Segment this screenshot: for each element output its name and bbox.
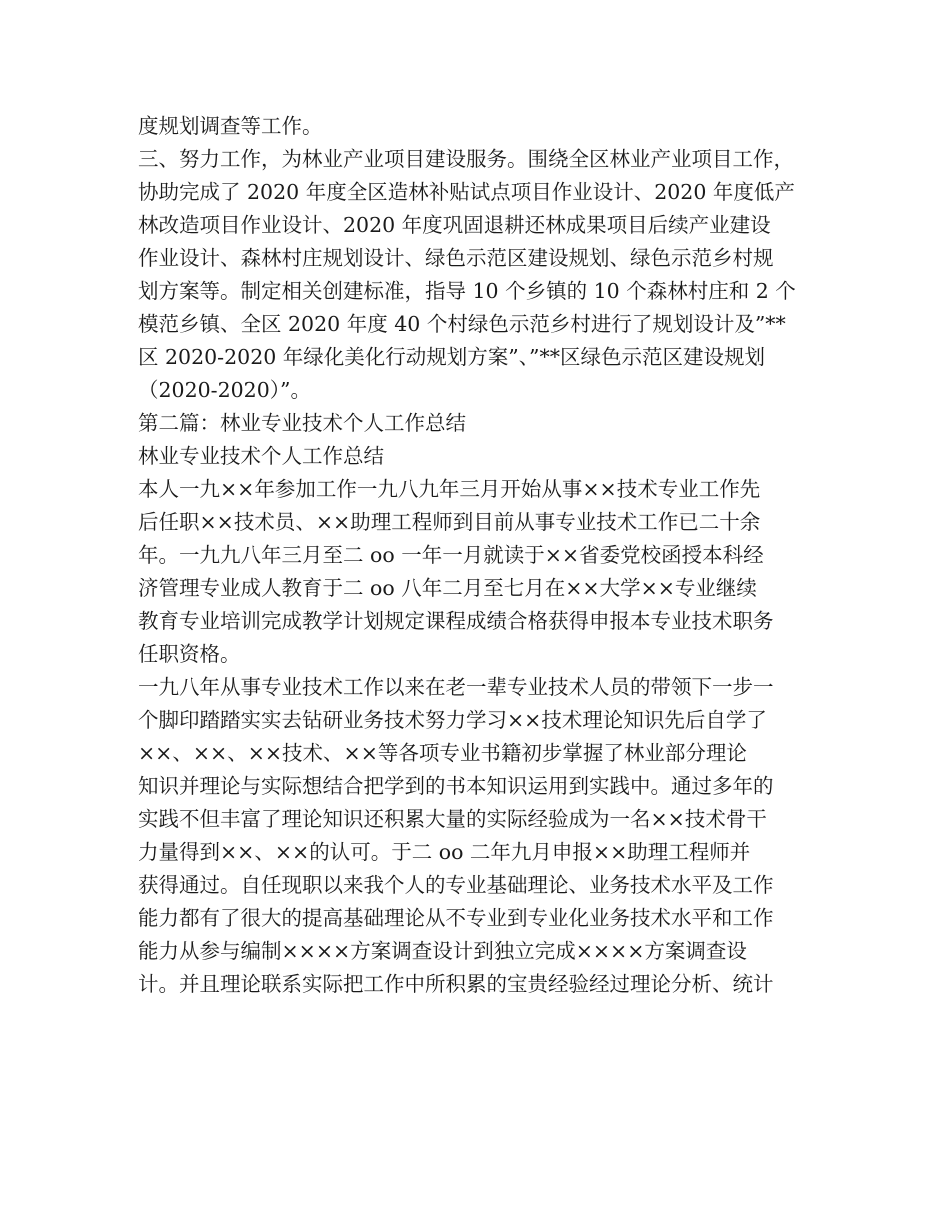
text-line: 划方案等。制定相关创建标准，指导 10 个乡镇的 10 个森林村庄和 2 个 bbox=[138, 279, 796, 303]
article-title: 林业专业技术个人工作总结 bbox=[138, 444, 384, 468]
text-line: 作业设计、森林村庄规划设计、绿色示范区建设规划、绿色示范乡村规 bbox=[138, 246, 774, 270]
text-line: 教育专业培训完成教学计划规定课程成绩合格获得申报本专业技术职务 bbox=[138, 609, 774, 633]
text-line: 林改造项目作业设计、2020 年度巩固退耕还林成果项目后续产业建设 bbox=[138, 213, 771, 237]
text-line: 区 2020-2020 年绿化美化行动规划方案”、”**区绿色示范区建设规划 bbox=[138, 345, 766, 369]
section-heading: 第二篇：林业专业技术个人工作总结 bbox=[138, 411, 466, 435]
text-line: 后任职××技术员、××助理工程师到目前从事专业技术工作已二十余 bbox=[138, 510, 761, 534]
text-line: 协助完成了 2020 年度全区造林补贴试点项目作业设计、2020 年度低产 bbox=[138, 180, 795, 204]
text-line: 力量得到××、××的认可。于二 oo 二年九月申报××助理工程师并 bbox=[138, 840, 751, 864]
text-line: 任职资格。 bbox=[138, 642, 241, 666]
text-line: 能力都有了很大的提高基础理论从不专业到专业化业务技术水平和工作 bbox=[138, 906, 774, 930]
text-line: 计。并且理论联系实际把工作中所积累的宝贵经验经过理论分析、统计 bbox=[138, 972, 774, 996]
document-body bbox=[138, 110, 818, 1001]
text-line: 个脚印踏踏实实去钻研业务技术努力学习××技术理论知识先后自学了 bbox=[138, 708, 767, 732]
text-line: 获得通过。自任现职以来我个人的专业基础理论、业务技术水平及工作 bbox=[138, 873, 774, 897]
text-line: 能力从参与编制××××方案调查设计到独立完成××××方案调查设 bbox=[138, 939, 747, 963]
text-line: （2020-2020）”。 bbox=[138, 378, 311, 402]
text-line: 本人一九××年参加工作一九八九年三月开始从事××技术专业工作先 bbox=[138, 477, 761, 501]
text-line: 模范乡镇、全区 2020 年度 40 个村绿色示范乡村进行了规划设计及”** bbox=[138, 312, 786, 336]
text-line: 年。一九九八年三月至二 oo 一年一月就读于××省委党校函授本科经 bbox=[138, 543, 764, 567]
text-line: 实践不但丰富了理论知识还积累大量的实际经验成为一名××技术骨干 bbox=[138, 807, 767, 831]
text-line: 度规划调查等工作。 bbox=[138, 114, 323, 138]
text-line: ××、××、××技术、××等各项专业书籍初步掌握了林业部分理论 bbox=[138, 741, 747, 765]
text-line: 济管理专业成人教育于二 oo 八年二月至七月在××大学××专业继续 bbox=[138, 576, 757, 600]
text-line: 一九八年从事专业技术工作以来在老一辈专业技术人员的带领下一步一 bbox=[138, 675, 774, 699]
text-line: 知识并理论与实际想结合把学到的书本知识运用到实践中。通过多年的 bbox=[138, 774, 774, 798]
text-line: 三、努力工作，为林业产业项目建设服务。围绕全区林业产业项目工作， bbox=[138, 147, 794, 171]
